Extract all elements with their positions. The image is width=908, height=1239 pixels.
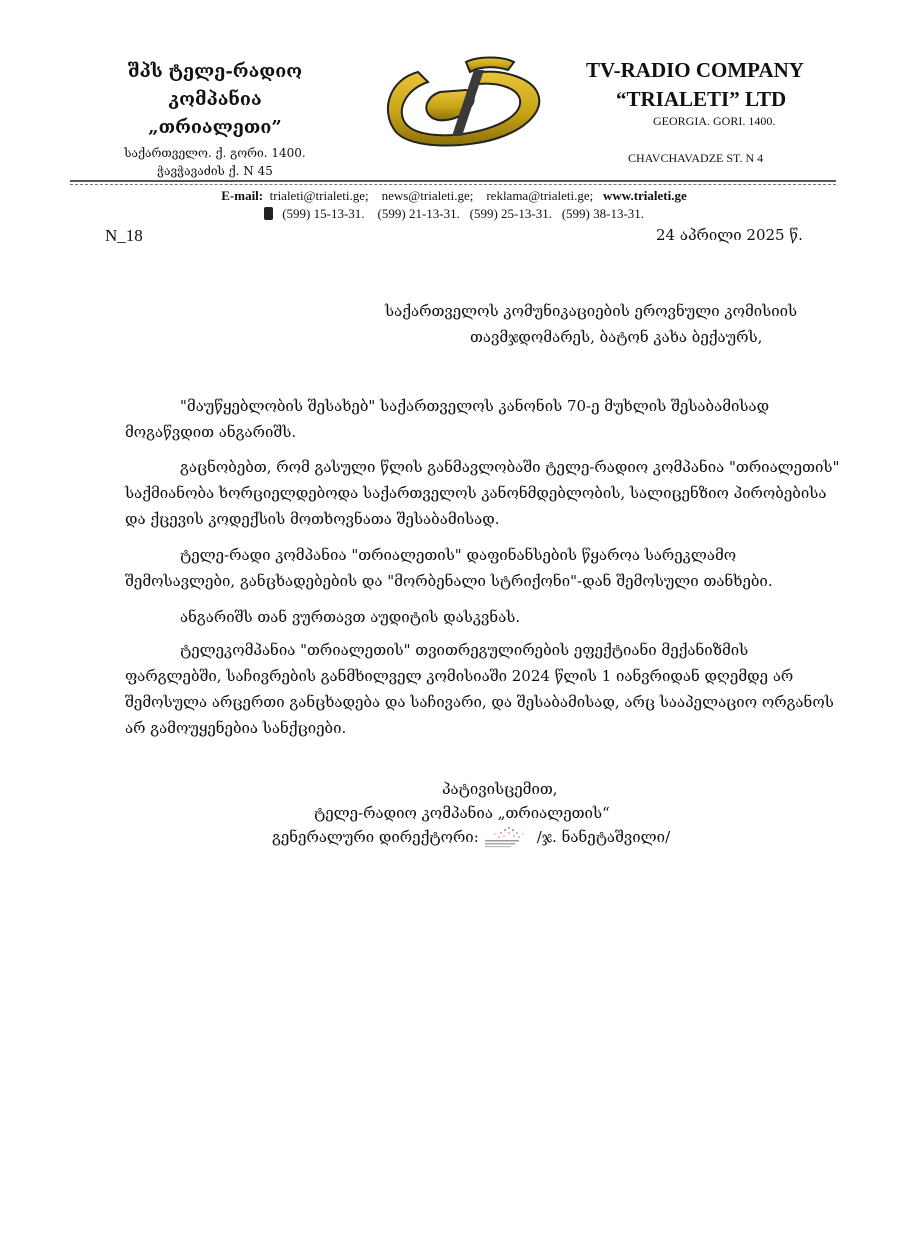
paragraph-1: "მაუწყებლობის შესახებ" საქართველოს კანონის 70-ე მუხლის შესაბამისად მოგაწვდით ანგარიშს. [125,397,770,441]
director-title: გენერალური დირექტორი: [272,828,479,846]
geo-company-line2: კომპანია [168,89,262,110]
contacts-phone-line [0,206,908,222]
geo-company-line1: შპს ტელე-რადიო [127,61,303,82]
email-label: E-mail: [221,188,264,203]
addressee-line2: თავმჯდომარეს, ბატონ კახა ბექაურს, [470,328,763,346]
paragraph-2: გაცნობებთ, რომ გასული წლის განმავლობაში ტელე-რადიო კომპანია "თრიალეთის" საქმიანობა ხორციელდებოდა საქართველოს კანონმდებლობის, სალიცენზიო პირობებისა და ქცევის კოდექსის მოთხოვნათა შესაბამისად. [125,458,840,528]
signature-line [272,824,670,850]
addressee-line1: საქართველოს კომუნიკაციების ეროვნული კომისიის [385,302,798,320]
closing-company: ტელე-რადიო კომპანია „თრიალეთის“ [314,804,610,822]
phone-number-1: (599) 15-13-31. [282,206,365,221]
letter-date: 24 აპრილი 2025 წ. [656,226,803,244]
paragraph-3: ტელე-რადი კომპანია "თრიალეთის" დაფინანსების წყაროა სარეკლამო შემოსავლები, განცხადებების და "მორბენალი სტრიქონი"-დან შემოსული თანხები. [125,546,773,590]
closing-greeting: პატივისცემით, [442,780,558,798]
company-logo [378,52,548,152]
company-logo-icon [378,52,548,152]
letter-number: N_18 [105,226,143,245]
director-name: /ჯ. ნანეტაშვილი/ [536,828,671,846]
header-georgian-block [100,58,330,180]
geo-company-line3: „თრიალეთი” [148,117,282,138]
geo-address-line1: საქართველო. ქ. გორი. 1400. [124,146,306,160]
contacts-email-line [0,188,908,204]
website-link[interactable]: www.trialeti.ge [603,188,687,203]
email-link-2[interactable]: news@trialeti.ge; [381,188,474,203]
geo-address-line2: ჭავჭავაძის ქ. N 45 [157,164,273,178]
signature-stamp [479,824,537,850]
email-link-1[interactable]: trialeti@trialeti.ge; [269,188,369,203]
en-address-line1: GEORGIA. GORI. 1400. [653,114,776,128]
header-divider-top [70,180,836,182]
en-company-line1: TV-RADIO COMPANY [586,58,804,82]
phone-number-2: (599) 21-13-31. [377,206,460,221]
header-divider-bottom [70,184,836,185]
header-english-block [586,58,804,166]
paragraph-4: ანგარიშს თან ვურთავთ აუდიტის დასკვნას. [180,608,521,626]
phone-number-4: (599) 38-13-31. [561,206,645,221]
en-address-line2: CHAVCHAVADZE ST. N 4 [628,151,764,165]
phone-number-3: (599) 25-13-31. [469,206,552,221]
phone-icon [264,207,273,220]
signature-stamp-icon [479,824,537,850]
email-link-3[interactable]: reklama@trialeti.ge; [486,188,594,203]
paragraph-5: ტელეკომპანია "თრიალეთის" თვითრეგულირების ეფექტიანი მექანიზმის ფარგლებში, საჩივრების განმხილველ კომისიაში 2024 წლის 1 იანვრიდან დღემდე არ შემოსულა არცერთი განცხადება და საჩივარი, და შესაბამისად, არც სააპელაციო ორგანოს არ გამოუყენებია სანქციები. [125,641,834,737]
en-company-line2: “TRIALETI” LTD [616,87,787,111]
